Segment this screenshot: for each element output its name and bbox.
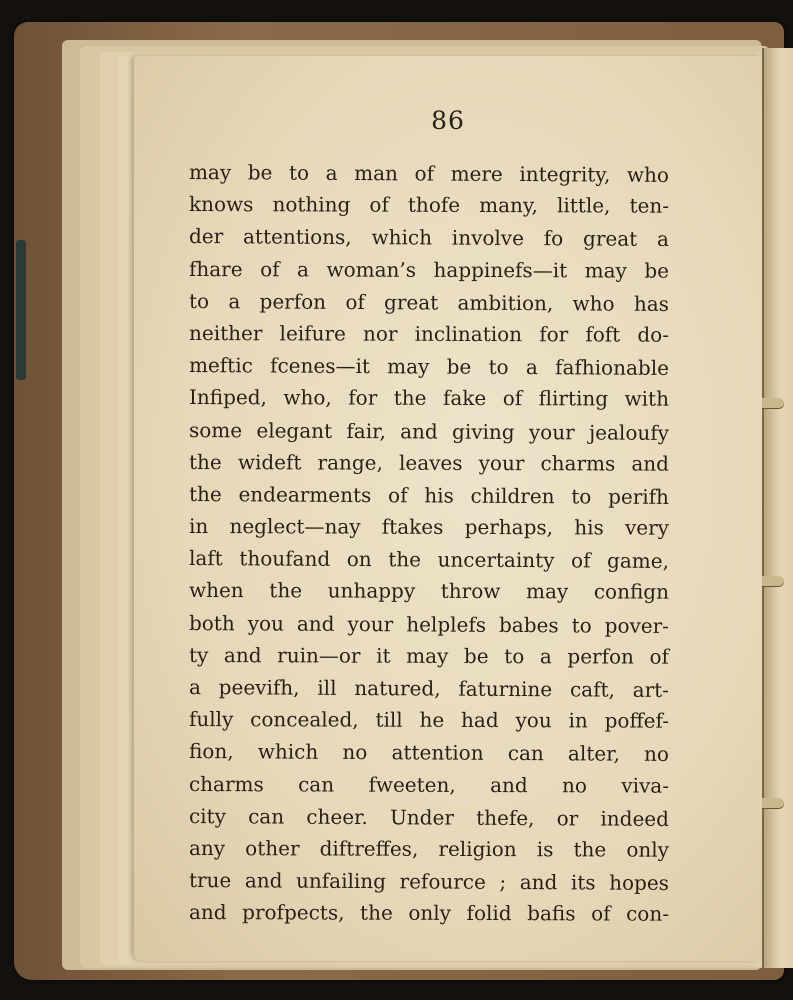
text-line: may be to a man of mere integrity, who <box>188 160 670 187</box>
text-line: the endearments of his children to perifh <box>188 481 670 509</box>
text-line: the wideft range, leaves your charms and <box>188 449 670 476</box>
text-line: Infiped, who, for the fake of flirting with <box>188 385 670 411</box>
text-line: true and unfailing refource ; and its hopes <box>188 868 670 896</box>
text-line: meftic fcenes—it may be to a fafhionable <box>188 353 670 381</box>
text-line: fully concealed, till he had you in poffef- <box>188 707 670 733</box>
page-number: 86 <box>431 106 465 135</box>
text-line: city can cheer. Under thefe, or indeed <box>188 803 670 831</box>
text-line: in neglect—nay ftakes perhaps, his very <box>188 514 670 540</box>
text-line: der attentions, which involve fo great a <box>188 224 670 252</box>
text-line: fhare of a woman’s happinefs—it may be <box>188 256 670 283</box>
text-line: both you and your helplefs babes to pover- <box>188 610 670 638</box>
text-line: neither leifure nor inclination for foft do- <box>188 320 670 347</box>
text-line: some elegant fair, and giving your jealoufy <box>188 417 670 445</box>
page-text <box>189 156 669 929</box>
cover-binding-strip <box>16 240 26 380</box>
text-line: when the unhappy throw may confign <box>188 578 670 605</box>
book-page <box>134 56 762 961</box>
text-line: a peevifh, ill natured, faturnine caft, art- <box>188 675 670 702</box>
text-line: to a perfon of great ambition, who has <box>188 288 670 316</box>
text-line: charms can fweeten, and no viva- <box>188 771 670 798</box>
text-line: and profpects, the only folid bafis of con- <box>188 900 670 926</box>
text-line: fion, which no attention can alter, no <box>188 739 670 767</box>
text-line: ty and ruin—or it may be to a perfon of <box>188 642 670 669</box>
text-line: laft thoufand on the uncertainty of game, <box>188 546 670 574</box>
facing-page <box>762 48 793 968</box>
text-line: knows nothing of thofe many, little, ten- <box>188 192 670 218</box>
text-line: any other diftreffes, religion is the only <box>188 835 670 862</box>
